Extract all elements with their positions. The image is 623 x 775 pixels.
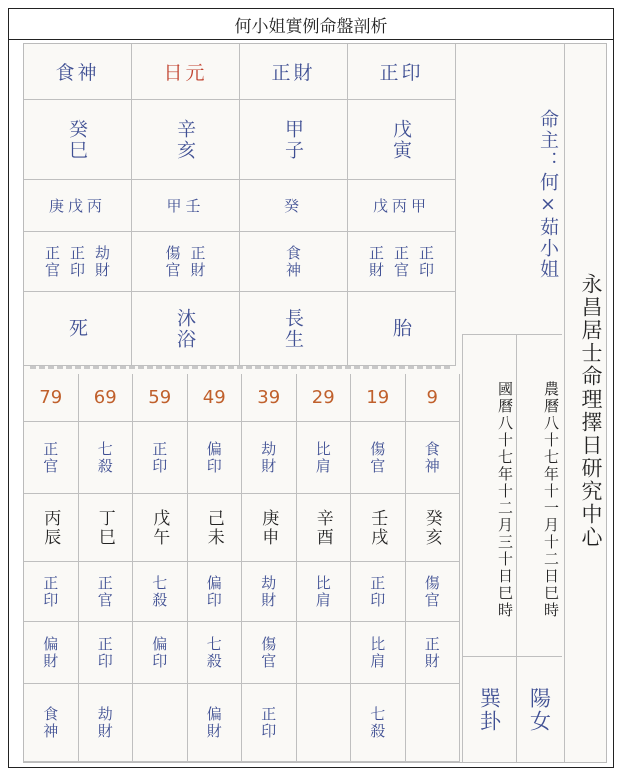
luck-hidden-god: 劫財 bbox=[79, 684, 134, 762]
ten-god-label: 劫財 bbox=[93, 244, 111, 279]
center-name: 永昌居士命理擇日研究中心 bbox=[564, 44, 606, 762]
pillar-stem-branch: 辛亥 bbox=[132, 100, 240, 180]
ten-god-label: 正印 bbox=[68, 244, 86, 279]
luck-hidden-god bbox=[297, 684, 352, 762]
pillar-life-stage: 死 bbox=[24, 292, 132, 366]
luck-hidden-god: 七殺 bbox=[188, 622, 243, 684]
luck-pillar: 壬戌 bbox=[351, 494, 406, 562]
luck-hidden-god: 正官 bbox=[79, 562, 134, 622]
gua-label: 巽卦 bbox=[462, 656, 516, 762]
luck-hidden-god: 七殺 bbox=[351, 684, 406, 762]
pillar-header: 正印 bbox=[348, 44, 456, 100]
luck-hidden-god: 偏財 bbox=[188, 684, 243, 762]
section-divider bbox=[30, 366, 450, 369]
luck-hidden-god: 傷官 bbox=[406, 562, 461, 622]
pillar-ten-gods bbox=[24, 232, 132, 292]
ten-god-label: 食神 bbox=[284, 244, 302, 279]
luck-pillar: 戊午 bbox=[133, 494, 188, 562]
pillar-stem-branch: 癸巳 bbox=[24, 100, 132, 180]
ten-god-label: 正印 bbox=[417, 244, 435, 279]
luck-ten-god: 比肩 bbox=[297, 422, 352, 494]
pillar-ten-gods bbox=[348, 232, 456, 292]
luck-age: 79 bbox=[24, 374, 79, 422]
luck-ten-god: 正印 bbox=[133, 422, 188, 494]
luck-age: 49 bbox=[188, 374, 243, 422]
pillar-hidden-stems: 癸 bbox=[240, 180, 348, 232]
luck-age: 29 bbox=[297, 374, 352, 422]
luck-hidden-god: 正印 bbox=[242, 684, 297, 762]
pillar-ten-gods bbox=[240, 232, 348, 292]
luck-hidden-god: 食神 bbox=[24, 684, 79, 762]
pillar-stem-branch: 甲子 bbox=[240, 100, 348, 180]
owner-name: 命主：何×茹小姐 bbox=[537, 108, 559, 280]
luck-hidden-god: 偏印 bbox=[133, 622, 188, 684]
ten-god-label: 正財 bbox=[367, 244, 385, 279]
luck-hidden-god: 比肩 bbox=[351, 622, 406, 684]
pillar-hidden-stems: 庚戊丙 bbox=[24, 180, 132, 232]
luck-age: 9 bbox=[406, 374, 461, 422]
pillar-life-stage: 胎 bbox=[348, 292, 456, 366]
pillar-hidden-stems: 戊丙甲 bbox=[348, 180, 456, 232]
luck-hidden-god bbox=[297, 622, 352, 684]
pillar-hidden-stems: 甲壬 bbox=[132, 180, 240, 232]
luck-ten-god: 食神 bbox=[406, 422, 461, 494]
luck-pillar: 丁巳 bbox=[79, 494, 134, 562]
luck-hidden-god: 比肩 bbox=[297, 562, 352, 622]
luck-pillar: 丙辰 bbox=[24, 494, 79, 562]
page-title: 何小姐實例命盤剖析 bbox=[9, 9, 613, 40]
pillar-ten-gods bbox=[132, 232, 240, 292]
luck-ten-god: 偏印 bbox=[188, 422, 243, 494]
luck-hidden-god: 傷官 bbox=[242, 622, 297, 684]
luck-hidden-god: 正財 bbox=[406, 622, 461, 684]
chart-frame bbox=[8, 8, 614, 768]
luck-hidden-god bbox=[406, 684, 461, 762]
luck-hidden-god: 正印 bbox=[79, 622, 134, 684]
lunar-date: 農曆八十七年十一月十二日巳時 bbox=[516, 334, 562, 656]
luck-age: 59 bbox=[133, 374, 188, 422]
luck-age: 39 bbox=[242, 374, 297, 422]
ten-god-label: 正官 bbox=[392, 244, 410, 279]
luck-hidden-god: 七殺 bbox=[133, 562, 188, 622]
luck-hidden-god bbox=[133, 684, 188, 762]
luck-ten-god: 傷官 bbox=[351, 422, 406, 494]
chart-paper bbox=[23, 43, 607, 763]
gender-label: 陽女 bbox=[516, 656, 562, 762]
ten-god-label: 傷官 bbox=[163, 244, 182, 279]
luck-hidden-god: 劫財 bbox=[242, 562, 297, 622]
ten-god-label: 正財 bbox=[188, 244, 207, 279]
luck-age: 19 bbox=[351, 374, 406, 422]
luck-pillar: 癸亥 bbox=[406, 494, 461, 562]
pillar-life-stage: 沐浴 bbox=[132, 292, 240, 366]
pillar-life-stage: 長生 bbox=[240, 292, 348, 366]
ten-god-label: 正官 bbox=[43, 244, 61, 279]
pillar-header: 正財 bbox=[240, 44, 348, 100]
luck-pillar: 己未 bbox=[188, 494, 243, 562]
luck-hidden-god: 偏財 bbox=[24, 622, 79, 684]
luck-pillar: 庚申 bbox=[242, 494, 297, 562]
luck-hidden-god: 正印 bbox=[351, 562, 406, 622]
luck-hidden-god: 正印 bbox=[24, 562, 79, 622]
luck-ten-god: 七殺 bbox=[79, 422, 134, 494]
pillar-header: 食神 bbox=[24, 44, 132, 100]
solar-date: 國曆八十七年十二月三十日巳時 bbox=[462, 334, 516, 656]
luck-hidden-god: 偏印 bbox=[188, 562, 243, 622]
luck-pillar: 辛酉 bbox=[297, 494, 352, 562]
pillar-stem-branch: 戊寅 bbox=[348, 100, 456, 180]
luck-ten-god: 劫財 bbox=[242, 422, 297, 494]
luck-ten-god: 正官 bbox=[24, 422, 79, 494]
pillar-header: 日元 bbox=[132, 44, 240, 100]
luck-age: 69 bbox=[79, 374, 134, 422]
